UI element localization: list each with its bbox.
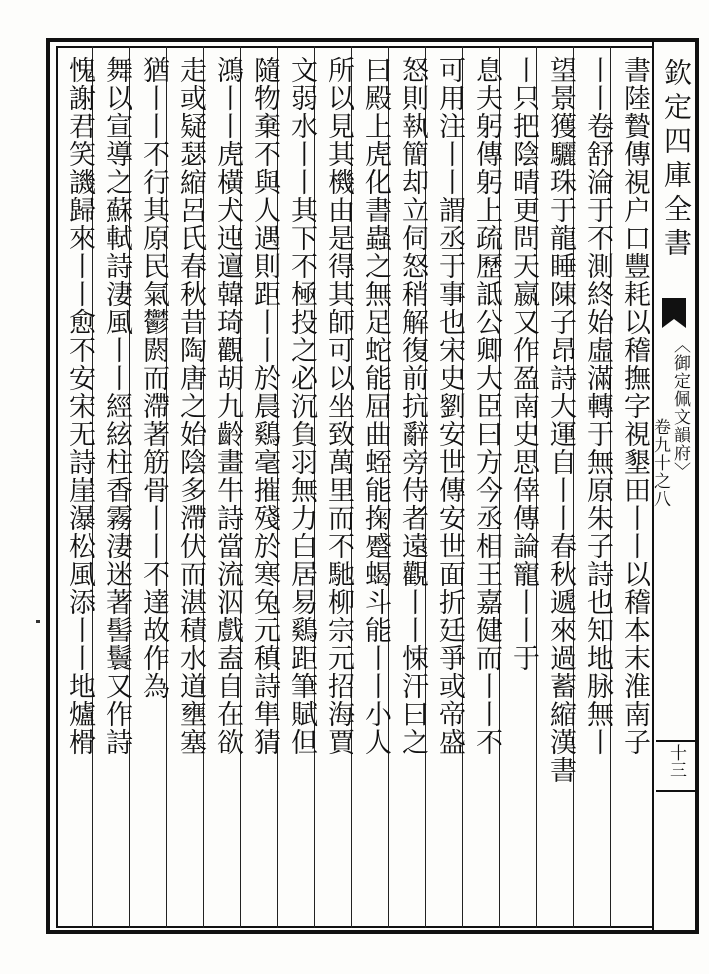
- text-column: 望景獲驪珠于龍睡陳子昂詩大運自丨丨春秋遞來過蓄縮漢書: [545, 56, 576, 784]
- text-column: 鴻丨丨虎橫犬迍邅韓琦觀胡九齡畫牛詩當流泅戲盍自在欲: [212, 56, 243, 756]
- text-column: 曰殿上虎化書蟲之無足蛇能屈曲蛭能掬蹙蝎斗能丨丨小人: [360, 56, 391, 756]
- page-number-rule: [656, 790, 696, 792]
- text-column: 舞以宣導之蘇軾詩淒風丨丨經絃柱香霧淒迷著髻鬟又作詩: [101, 56, 132, 756]
- text-column: 猶丨丨不行其原民氣鬱閼而滯著筋骨丨丨不達故作為: [138, 56, 169, 700]
- page-number: 十三: [666, 744, 686, 778]
- text-column: 走或疑瑟縮呂氏春秋昔陶唐之始陰多滯伏而湛積水道壅塞: [175, 56, 206, 756]
- text-column: 可用注丨丨謂丞于事也宋史劉安世傳安世面折廷爭或帝盛: [434, 56, 465, 756]
- page-number-rule: [656, 740, 696, 742]
- text-column: 怒則執簡却立伺怒稍解復前抗辭旁侍者遠觀丨丨悚汗曰之: [397, 56, 428, 756]
- text-column: 所以見其機由是得其師可以坐致萬里而不馳柳宗元招海賈: [323, 56, 354, 756]
- text-column: 愧謝君笑譏歸來丨丨愈不安宋无詩崖瀑松風添丨丨地爐榾: [64, 56, 95, 756]
- text-column: 丨丨卷舒淪于不測終始虛滿轉于無原朱子詩也知地脉無丨: [582, 56, 613, 756]
- section-title: 〈御定佩文韻府〉: [670, 336, 690, 480]
- ink-speck: [36, 620, 40, 623]
- text-column: 息夫躬傳躬上疏歷詆公卿大臣曰方今丞相王嘉健而丨丨不: [471, 56, 502, 756]
- text-column: 隨物棄不與人遇則距丨丨於晨鷄毫摧殘於寒兔元稹詩隼猜: [249, 56, 280, 756]
- header-title: 欽定四庫全書: [660, 58, 693, 262]
- text-column: 丨只把陰晴更問天嬴又作盈南史思倖傳論寵丨丨于: [508, 56, 539, 672]
- text-column: 書陸贄傳視户口豐耗以稽撫字視墾田丨丨以稽本末淮南子: [619, 56, 650, 756]
- volume-label: 卷九十之八: [650, 418, 670, 508]
- text-column: 文弱水丨丨其下不極投之必沉負羽無力白居易鷄距筆賦但: [286, 56, 317, 756]
